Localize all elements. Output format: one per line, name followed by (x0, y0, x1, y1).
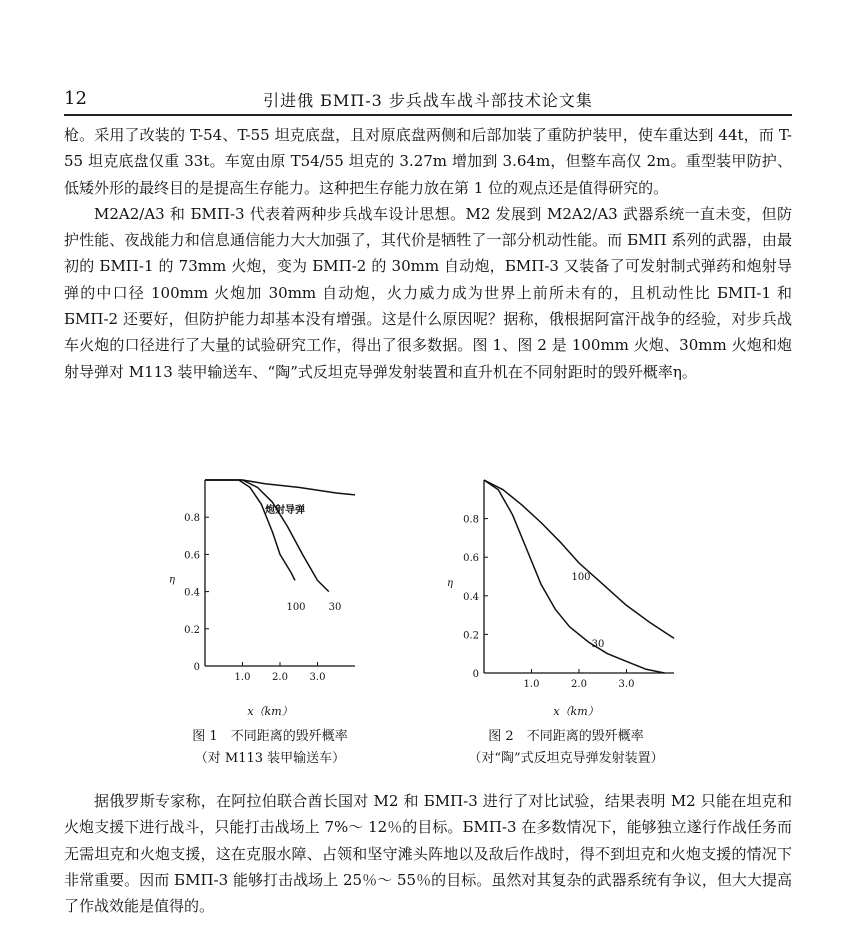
y-tick-label: 0.8 (463, 514, 479, 526)
figure-2-caption-title: 图 2 不同距离的毁歼概率 (488, 729, 644, 744)
figure-1-chart (150, 470, 390, 700)
y-tick-label: 0 (193, 662, 200, 673)
x-tick-label: 2.0 (571, 679, 587, 690)
figure-1-caption (140, 726, 400, 770)
y-tick-label: 0.2 (463, 630, 479, 642)
series-label-1: 100 (286, 602, 306, 613)
paragraph-design-thoughts: M2A2/A3 和 БМП-3 代表着两种步兵战车设计思想。M2 发展到 M2A2/A3 武器系统一直未变，但防护性能、夜战能力和信息通信能力大大加强了，其代价是牺牲了一部分机动性能。而 БМП 系列的武器，由最初的 БМП-1 的 73mm 火炮，变为 БМП-2 的 30mm 自动炮，БМП-3 又装备了可发射制式弹药和炮射导弹的中口径 100mm 火炮加 30mm 自动炮，火力威力成为世界上前所未有的，且机动性比 БМП-1 和 БМП-2 还要好，但防护能力却基本没有增强。这是什么原因呢？据称，俄根据阿富汗战争的经验，对步兵战车火炮的口径进行了大量的试验研究工作，得出了很多数据。图 1、图 2 是 100mm 火炮、30mm 火炮和炮射导弹对 M113 装甲输送车、“陶”式反坦克导弹发射装置和直升机在不同射距时的毁歼概率η。 (64, 204, 792, 381)
figure-2-xlabel: x（km） (553, 705, 599, 718)
y-tick-label: 0.6 (184, 550, 200, 562)
x-tick-label: 2.0 (272, 672, 288, 683)
series-line-2 (205, 480, 329, 592)
y-tick-label: 0.2 (184, 624, 200, 636)
series-line-1 (205, 480, 295, 580)
figure-2 (436, 470, 676, 766)
y-tick-label: 0.8 (184, 513, 200, 525)
running-header (64, 84, 792, 116)
x-tick-label: 3.0 (618, 679, 635, 690)
figure-2-chart (436, 470, 676, 700)
series-label-0: 100 (571, 572, 591, 583)
y-axis-label: η (447, 578, 453, 590)
figure-1 (150, 470, 390, 766)
figure-1-xlabel: x（km） (247, 705, 293, 718)
series-label-1: 30 (591, 639, 605, 650)
y-axis-label: η (169, 574, 175, 586)
paragraph-uae-trials: 据俄罗斯专家称，在阿拉伯联合酋长国对 M2 和 БМП-3 进行了对比试验，结果表明 M2 只能在坦克和火炮支援下进行战斗，只能打击战场上 7%～ 12％的目标。БМП-3 在多数情况下，能够独立遂行作战任务而无需坦克和火炮支援，这在克服水障、占领和坚守滩头阵地以及敌后作战时，得不到坦克和火炮支援的情况下非常重要。因而 БМП-3 能够打击战场上 25％～ 55％的目标。虽然对其复杂的武器系统有争议，但大大提高了作战效能是值得的。 (64, 792, 792, 916)
running-title: 引进俄 БМП-3 步兵战车战斗部技术论文集 (263, 91, 593, 110)
series-label-0: 炮射导弹 (265, 505, 305, 516)
series-line-0 (205, 480, 355, 495)
series-line-0 (484, 480, 674, 638)
page-number: 12 (64, 88, 87, 109)
figure-1-caption-subtitle: （对 M113 装甲输送车） (194, 751, 346, 766)
paragraph-continued: 枪。采用了改装的 T-54、T-55 坦克底盘，且对原底盘两侧和后部加装了重防护装甲，使车重达到 44t，而 T-55 坦克底盘仅重 33t。车宽由原 T54/55 坦克的 3.27m 增加到 3.64m，但整车高仅 2m。重型装甲防护、低矮外形的最终目的是提高生存能力。这种把生存能力放在第 1 位的观点还是值得研究的。 (64, 126, 792, 197)
body-text-bottom (64, 788, 792, 919)
y-tick-label: 0.6 (463, 553, 479, 565)
y-tick-label: 0.4 (463, 591, 479, 603)
x-tick-label: 3.0 (309, 672, 326, 683)
y-tick-label: 0 (472, 669, 479, 680)
figure-2-caption (426, 726, 706, 770)
figure-1-caption-title: 图 1 不同距离的毁歼概率 (192, 729, 348, 744)
y-tick-label: 0.4 (184, 587, 200, 599)
x-tick-label: 1.0 (523, 679, 540, 690)
series-label-2: 30 (328, 602, 342, 613)
body-text-top (64, 122, 792, 385)
x-tick-label: 1.0 (234, 672, 251, 683)
header-rule (64, 114, 792, 116)
figure-2-caption-subtitle: （对“陶”式反坦克导弹发射装置） (468, 751, 664, 766)
